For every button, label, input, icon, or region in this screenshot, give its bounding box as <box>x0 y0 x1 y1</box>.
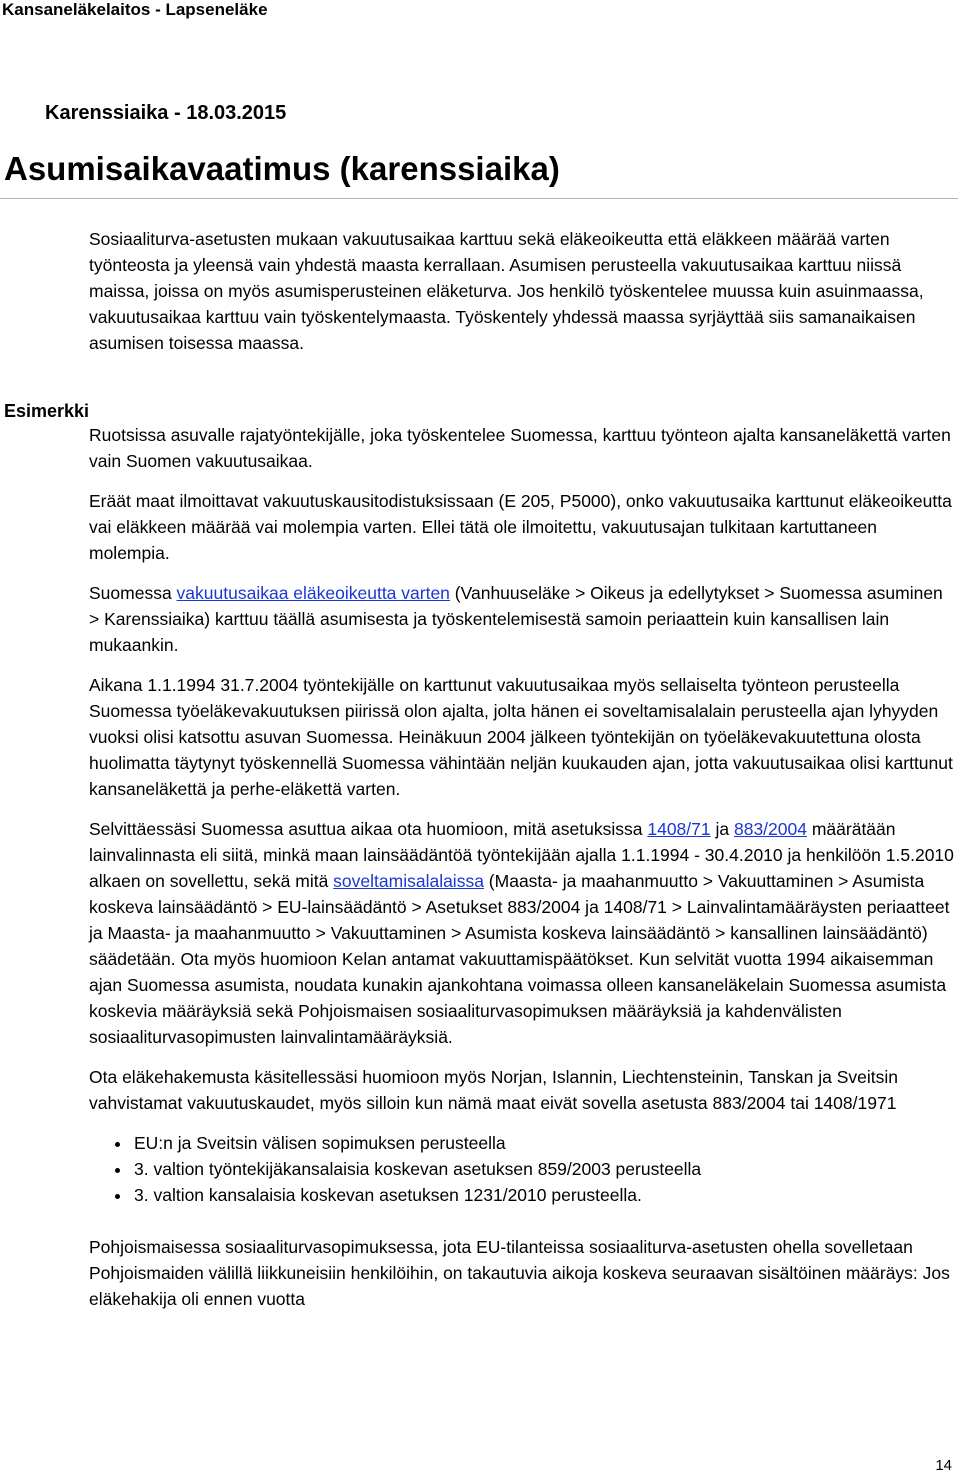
text-span: määrätään lainvalinnasta eli siitä, minkä maan lainsäädäntöä työntekijään ajalla 1.1.1994 - 30.4.2010 ja henkilöön 1.5.2010 alkaen on sovellettu, sekä mitä <box>89 819 954 891</box>
page-title: Asumisaikavaatimus (karenssiaika) <box>4 150 560 187</box>
list-item: • EU:n ja Sveitsin välisen sopimuksen perusteella <box>132 1130 955 1156</box>
applicable-legislation-paragraph <box>89 816 955 1050</box>
list-item: • 3. valtion työntekijäkansalaisia koskevan asetuksen 859/2003 perusteella <box>132 1156 955 1182</box>
example-paragraph: Ruotsissa asuvalle rajatyöntekijälle, joka työskentelee Suomessa, karttuu työnteon ajalta kansaneläkettä varten vain Suomen vakuutusaikaa. <box>89 425 951 471</box>
application-act-link[interactable]: soveltamisalalaissa <box>333 871 484 891</box>
page-number: 14 <box>935 1457 952 1474</box>
insurance-period-link[interactable]: vakuutusaikaa eläkeoikeutta varten <box>176 583 450 603</box>
date-heading: Karenssiaika - 18.03.2015 <box>45 102 287 124</box>
regulation-1408-71-link[interactable]: 1408/71 <box>647 819 711 839</box>
list-item: • 3. valtion kansalaisia koskevan asetuksen 1231/2010 perusteella. <box>132 1182 955 1208</box>
text-span: Suomessa <box>89 583 177 603</box>
regulation-883-2004-link[interactable]: 883/2004 <box>733 819 807 839</box>
text-span: (Vanhuuseläke > Oikeus ja edellytykset > Suomessa asuminen > Karenssiaika) karttuu täällä asumisesta ja työskentelemisestä samoin periaattein kuin kansallisen lain mukaankin. <box>89 583 943 655</box>
running-header: Kansaneläkelaitos - Lapseneläke <box>2 0 268 19</box>
agreement-list <box>89 1130 955 1208</box>
work-period-paragraph: Aikana 1.1.1994 31.7.2004 työntekijälle on karttunut vakuutusaikaa myös sellaiselta työnteon perusteella Suomessa työeläkevakuutuksen piirissä olon ajalta, jolta hänen ei soveltamisalalain perusteella ajan lyhyyden vuoksi olisi katsottu asuvan Suomessa. Heinäkuun 2004 jälkeen työntekijän on työeläkevakuutettuna olosta huolimatta täytynyt työskennellä Suomessa vähintään neljän kuukauden ajan, jotta vakuutusaikaa olisi karttunut kansaneläkettä ja perhe-eläkettä varten. <box>89 675 953 799</box>
nordic-agreement-paragraph: Pohjoismaisessa sosiaaliturvasopimuksessa, jota EU-tilanteissa sosiaaliturva-asetusten ohella sovelletaan Pohjoismaiden välillä liikkuneisiin henkilöihin, on takautuvia aikoja koskeva seuraavan sisältöinen määräys: Jos eläkehakija oli ennen vuotta <box>89 1237 950 1309</box>
insurance-certificate-paragraph: Eräät maat ilmoittavat vakuutuskausitodistuksissaan (E 205, P5000), onko vakuutusaika karttunut eläkeoikeutta vai eläkkeen määrää vai molempia varten. Ellei tätä ole ilmoitettu, vakuutusajan tulkitaan kartuttaneen molempia. <box>89 491 952 563</box>
article-body <box>89 226 955 1326</box>
text-span: Selvittäessäsi Suomessa asuttua aikaa ota huomioon, mitä asetuksissa <box>89 819 648 839</box>
title-divider <box>0 198 958 199</box>
pension-application-paragraph: Ota eläkehakemusta käsitellessäsi huomioon myös Norjan, Islannin, Liechtensteinin, Tanskan ja Sveitsin vahvistamat vakuutuskaudet, myös silloin kun nämä maat eivät sovella asetusta 883/2004 tai 1408/1971 <box>89 1067 898 1113</box>
example-label: Esimerkki <box>4 401 90 421</box>
finland-insurance-paragraph <box>89 580 955 658</box>
text-span: ja <box>710 819 734 839</box>
text-span: (Maasta- ja maahanmuutto > Vakuuttaminen > Asumista koskeva lainsäädäntö > EU-lainsäädäntö > Asetukset 883/2004 ja 1408/71 > Lainvalintamääräysten periaatteet ja Maasta- ja maahanmuutto > Vakuuttaminen > Asumista koskeva lainsäädäntö > kansallinen lainsäädäntö) säädetään. Ota myös huomioon Kelan antamat vakuuttamispäätökset. Kun selvität vuotta 1994 aikaisemman ajan Suomessa asumista, noudata kunakin ajankohtana voimassa olleen kansaneläkelain Suomessa asumista koskevia määräyksiä sekä Pohjoismaisen sosiaaliturvasopimuksen määräyksiä ja kahdenvälisten sosiaaliturvasopimusten lainvalintamääräyksiä. <box>89 871 950 1047</box>
intro-paragraph: Sosiaaliturva-asetusten mukaan vakuutusaikaa karttuu sekä eläkeoikeutta että eläkkeen määrää varten työnteosta ja yleensä vain yhdestä maasta kerrallaan. Asumisen perusteella vakuutusaikaa karttuu niissä maissa, joissa on myös asumisperusteinen eläketurva. Jos henkilö työskentelee muussa kuin asuinmaassa, vakuutusaikaa karttuu vain työskentelymaasta. Työskentely yhdessä maassa syrjäyttää siis samanaikaisen asumisen toisessa maassa. <box>89 229 924 353</box>
